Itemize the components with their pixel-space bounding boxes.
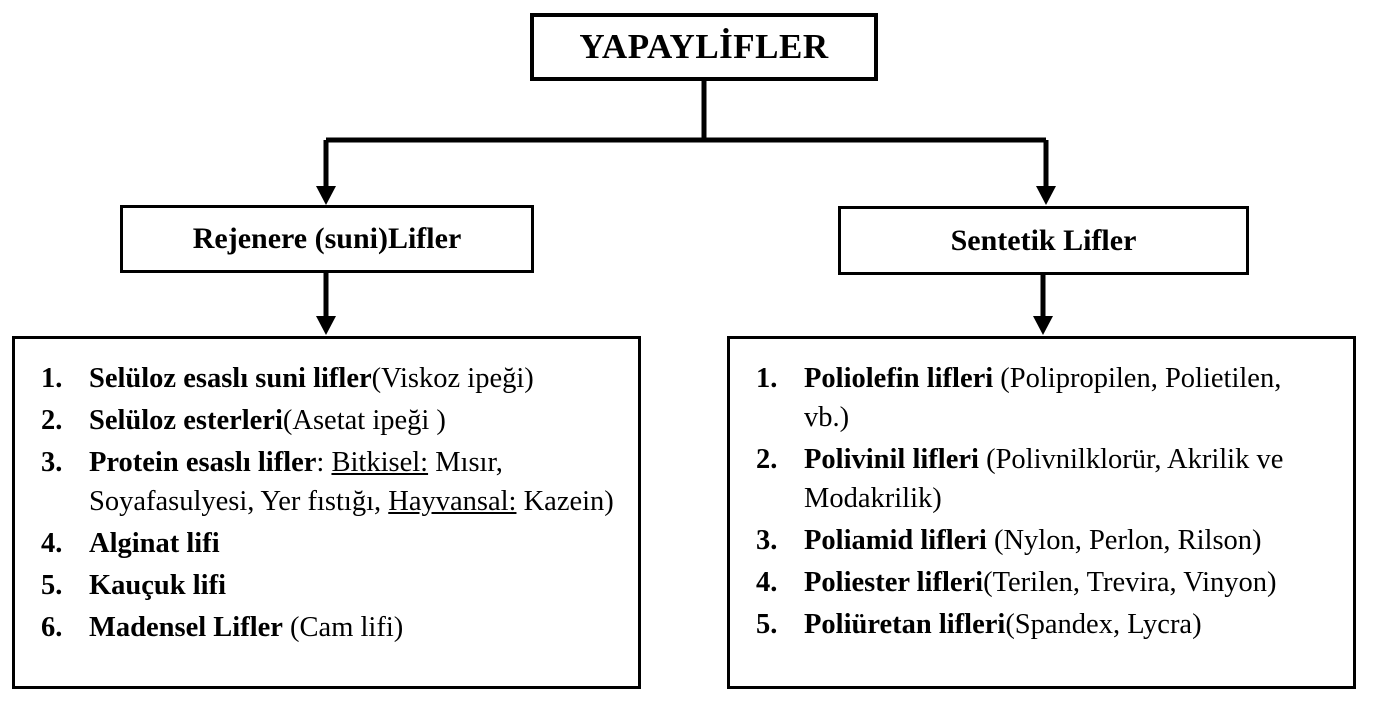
- item-body: [89, 401, 618, 440]
- item-title: Selüloz esaslı suni lifler: [89, 363, 372, 394]
- item-title: Selüloz esterleri: [89, 405, 283, 436]
- item-detail: Mısır, Soyafasulyesi, Yer fıstığı,: [89, 447, 503, 517]
- list-item: [41, 401, 618, 440]
- item-detail: (Asetat ipeği ): [282, 405, 446, 436]
- item-number: 3.: [41, 447, 63, 478]
- item-title: Alginat lifi: [89, 528, 220, 559]
- item-body: [804, 521, 1333, 560]
- right-branch-arrowhead: [1036, 186, 1056, 205]
- regenerated-fibers-list: [41, 359, 618, 650]
- synthetic-fibers-node: [838, 206, 1249, 275]
- item-title: Kauçuk lifi: [89, 570, 226, 601]
- item-detail: (Spandex, Lycra): [1005, 609, 1202, 640]
- regenerated-fibers-label: Rejenere (suni)Lifler: [192, 222, 462, 255]
- item-detail: (Polipropilen, Polietilen, vb.): [804, 363, 1282, 433]
- left-list-arrowhead: [316, 316, 336, 335]
- item-detail: :: [316, 447, 332, 478]
- list-item: [41, 443, 618, 521]
- item-number: 2.: [41, 405, 63, 436]
- list-item: [41, 566, 618, 605]
- list-item: [756, 440, 1333, 518]
- item-subcategory-plant: Bitkisel:: [331, 447, 429, 478]
- item-body: [89, 566, 618, 605]
- list-item: [41, 608, 618, 647]
- item-detail: (Viskoz ipeği): [371, 363, 534, 394]
- item-title: Poliamid lifleri: [804, 525, 987, 556]
- synthetic-fibers-list-box: [727, 336, 1356, 689]
- item-number: 5.: [41, 570, 63, 601]
- item-number: 4.: [41, 528, 63, 559]
- item-detail: (Nylon, Perlon, Rilson): [986, 525, 1262, 556]
- item-number: 1.: [756, 363, 778, 394]
- item-detail: (Cam lifi): [282, 612, 404, 643]
- item-detail: (Terilen, Trevira, Vinyon): [983, 567, 1277, 598]
- synthetic-fibers-label: Sentetik Lifler: [950, 223, 1137, 257]
- item-body: [89, 608, 618, 647]
- list-item: [756, 359, 1333, 437]
- regenerated-fibers-list-box: [12, 336, 641, 689]
- item-detail: (Polivnilklorür, Akrilik ve Modakrilik): [804, 444, 1284, 514]
- list-item: [41, 359, 618, 398]
- left-branch-arrowhead: [316, 186, 336, 205]
- item-body: [804, 359, 1333, 437]
- item-title: Madensel Lifler: [89, 612, 283, 643]
- list-item: [41, 524, 618, 563]
- item-body: [89, 524, 618, 563]
- item-body: [89, 359, 618, 398]
- item-body: [89, 443, 618, 521]
- list-item: [756, 563, 1333, 602]
- item-number: 4.: [756, 567, 778, 598]
- root-node-label: YAPAYLİFLER: [579, 27, 829, 66]
- synthetic-fibers-list: [756, 359, 1333, 647]
- item-subcategory-animal: Hayvansal:: [388, 486, 517, 517]
- item-title: Poliüretan lifleri: [804, 609, 1006, 640]
- item-number: 6.: [41, 612, 63, 643]
- item-title: Polivinil lifleri: [804, 444, 979, 475]
- item-body: [804, 563, 1333, 602]
- list-item: [756, 605, 1333, 644]
- item-body: [804, 605, 1333, 644]
- item-title: Poliolefin lifleri: [804, 363, 994, 394]
- item-number: 5.: [756, 609, 778, 640]
- root-node: [530, 13, 878, 81]
- item-title: Protein esaslı lifler: [89, 447, 317, 478]
- item-number: 2.: [756, 444, 778, 475]
- right-list-arrowhead: [1033, 316, 1053, 335]
- item-title: Poliester lifleri: [804, 567, 984, 598]
- item-number: 3.: [756, 525, 778, 556]
- regenerated-fibers-node: [120, 205, 534, 273]
- item-detail: Kazein): [516, 486, 614, 517]
- item-number: 1.: [41, 363, 63, 394]
- list-item: [756, 521, 1333, 560]
- item-body: [804, 440, 1333, 518]
